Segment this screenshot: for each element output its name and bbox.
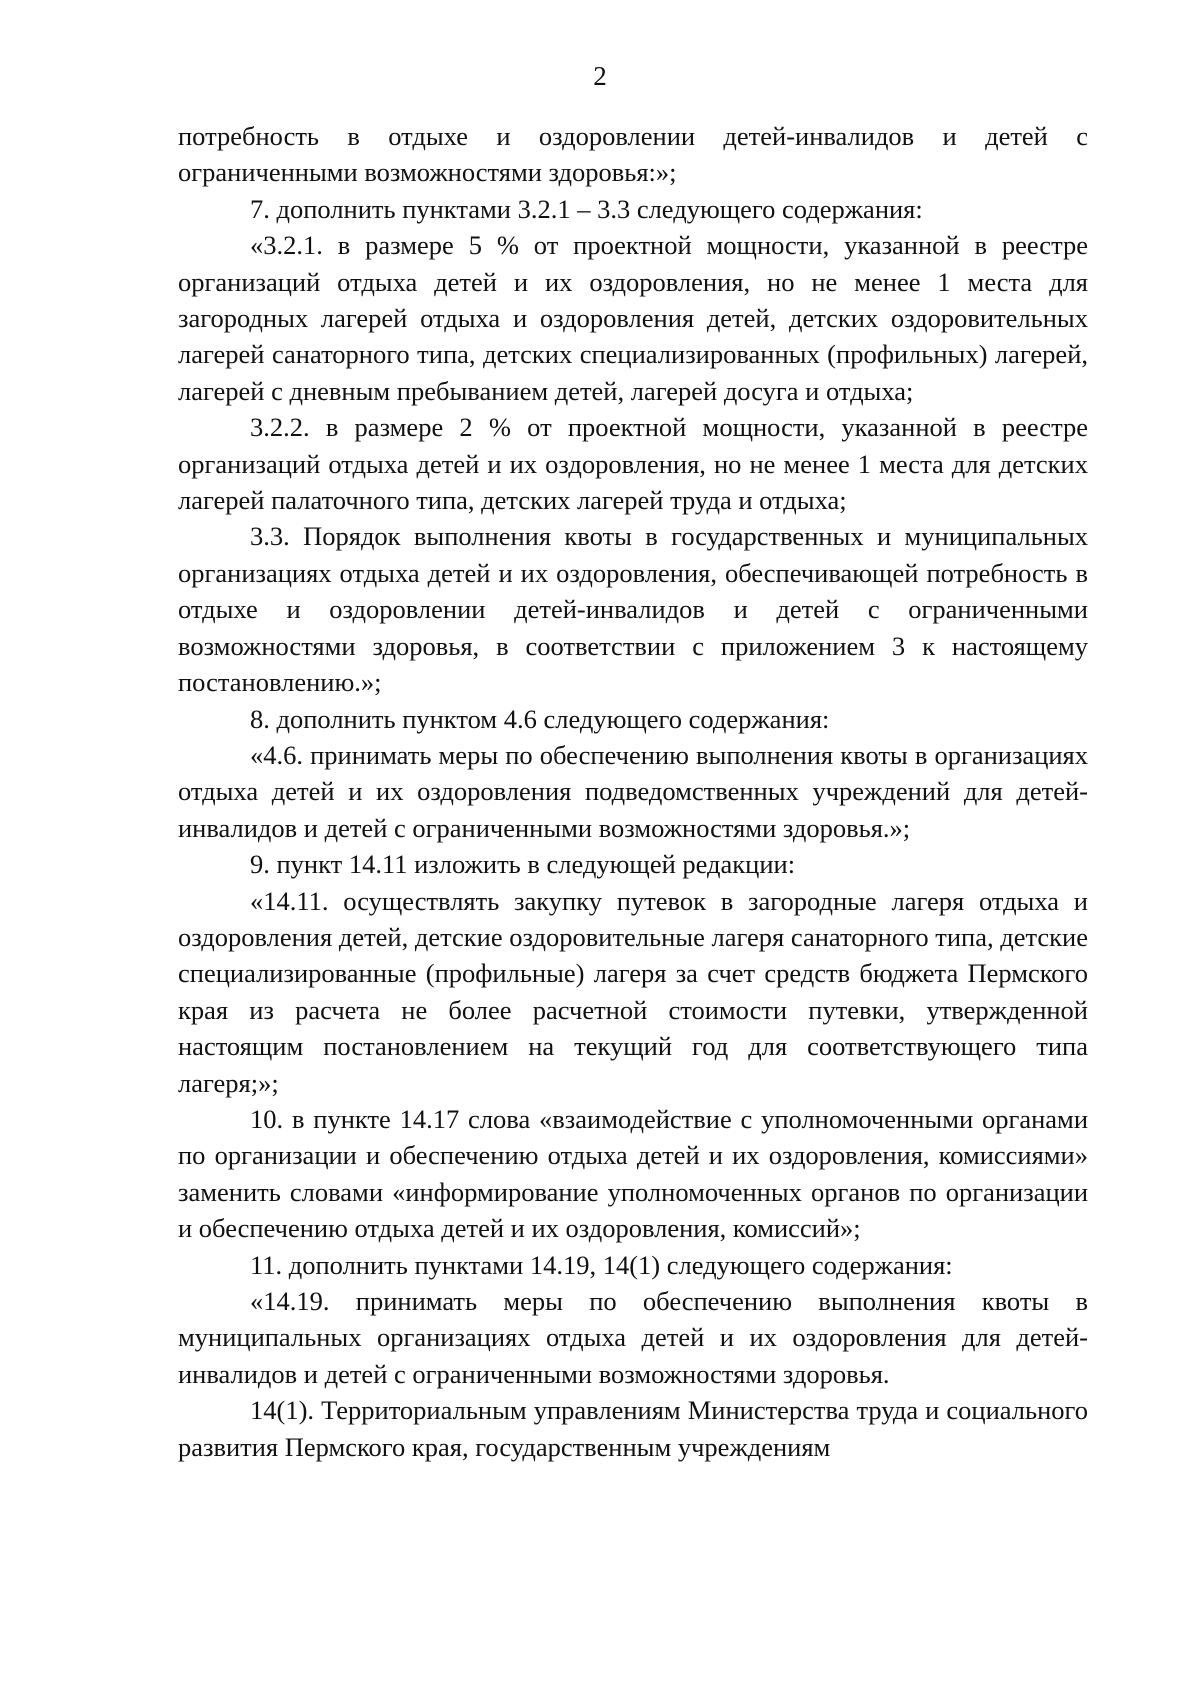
paragraph-14-1: 14(1). Территориальным управлениям Министерства труда и социального развития Пермского края, государственным учреждениям	[178, 1395, 1088, 1462]
paragraph-item-8: 8. дополнить пунктом 4.6 следующего содержания:	[250, 703, 830, 734]
paragraph-3-3: 3.3. Порядок выполнения квоты в государственных и муниципальных организациях отдыха детей и их оздоровления, обеспечивающей потребность в отдыхе и оздоровлении детей-инвалидов и детей с ограниченными возможностями здоровья, в соответствии с приложением 3 к настоящему постановлению.»;	[178, 521, 1088, 698]
page-number: 2	[593, 61, 607, 91]
paragraph-3-2-2: 3.2.2. в размере 2 % от проектной мощности, указанной в реестре организаций отдыха детей и их оздоровления, но не менее 1 места для детских лагерей палаточного типа, детских лагерей труда и отдыха;	[178, 412, 1088, 516]
paragraph-item-10: 10. в пункте 14.17 слова «взаимодействие с уполномоченными органами по организации и обеспечению отдыха детей и их оздоровления, комиссиями» заменить словами «информирование уполномоченных органов по организации и обеспечению отдыха детей и их оздоровления, комиссий»;	[178, 1103, 1088, 1244]
paragraph-14-11: «14.11. осуществлять закупку путевок в загородные лагеря отдыха и оздоровления детей, детские оздоровительные лагеря санаторного типа, детские специализированные (профильные) лагеря за счет средств бюджета Пермского края из расчета не более расчетной стоимости путевки, утвержденной настоящим постановлением на текущий год для соответствующего типа лагеря;»;	[178, 885, 1088, 1098]
paragraph-item-11: 11. дополнить пунктами 14.19, 14(1) следующего содержания:	[250, 1249, 953, 1280]
paragraph-14-19: «14.19. принимать меры по обеспечению выполнения квоты в муниципальных организациях отдыха детей и их оздоровления для детей-инвалидов и детей с ограниченными возможностями здоровья.	[178, 1286, 1088, 1389]
paragraph-item-9: 9. пункт 14.11 изложить в следующей редакции:	[250, 849, 796, 880]
paragraph-3-2-1: «3.2.1. в размере 5 % от проектной мощности, указанной в реестре организаций отдыха детей и их оздоровления, но не менее 1 места для загородных лагерей отдыха и оздоровления детей, детских оздоровительных лагерей санаторного типа, детских специализированных (профильных) лагерей, лагерей с дневным пребыванием детей, лагерей досуга и отдыха;	[178, 230, 1088, 406]
paragraph-4-6: «4.6. принимать меры по обеспечению выполнения квоты в организациях отдыха детей и их оздоровления подведомственных учреждений для детей-инвалидов и детей с ограниченными возможностями здоровья.»;	[178, 739, 1088, 843]
document-body	[178, 118, 1088, 1465]
paragraph-continuation: потребность в отдыхе и оздоровлении детей-инвалидов и детей с ограниченными возможностями здоровья:»;	[178, 121, 1088, 188]
paragraph-item-7: 7. дополнить пунктами 3.2.1 – 3.3 следующего содержания:	[250, 193, 923, 224]
